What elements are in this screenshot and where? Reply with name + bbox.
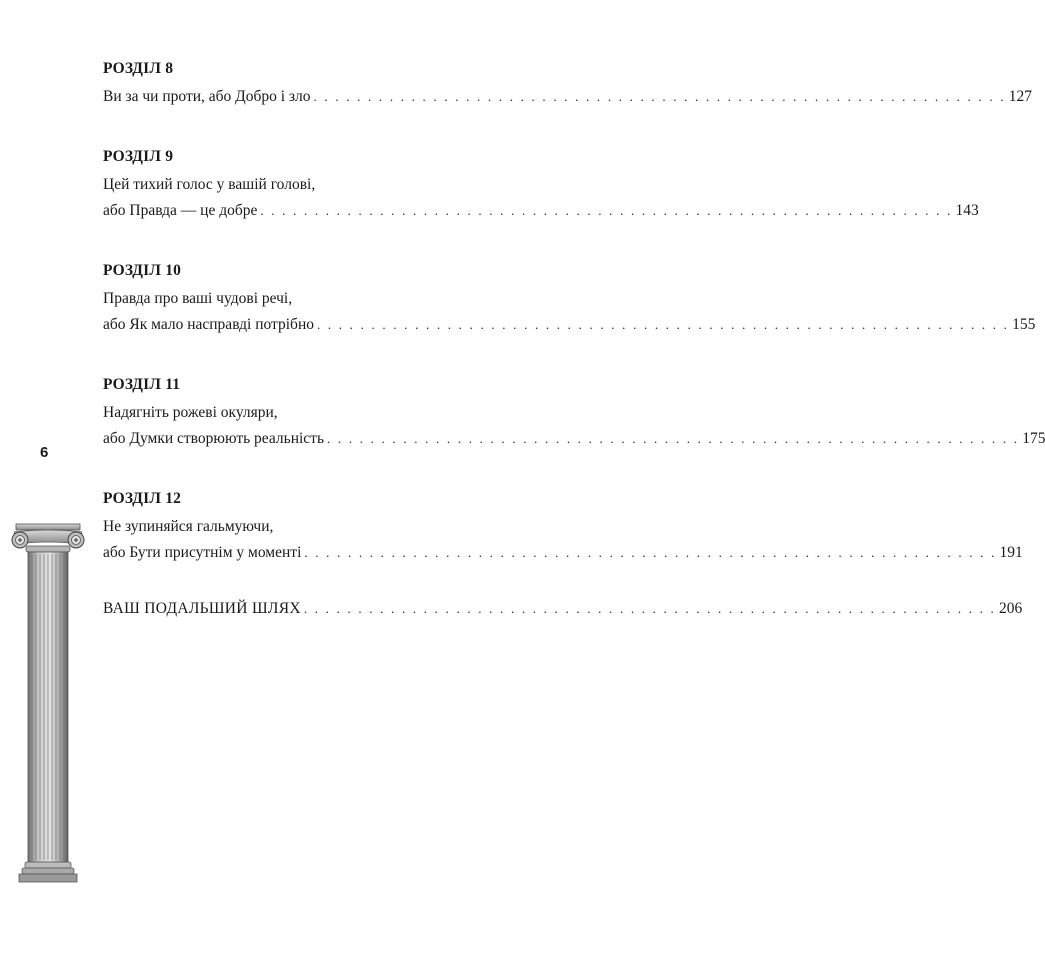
chapter-10: [103, 260, 1036, 338]
chapter-heading: РОЗДІЛ 8: [103, 60, 174, 77]
entry-title: Ви за чи проти, або Добро і зло: [103, 88, 311, 105]
entry-title: або Бути присутнім у моменті: [103, 544, 302, 561]
table-of-contents: [103, 58, 1045, 622]
dot-leader: . . . . . . . . . . . . . . . . . . . . . . . . . . . . . . . . . . . . . . . . . . . . . . . . . . . . . . . . . . . . . . . .: [313, 89, 1006, 104]
toc-entry[interactable]: [103, 540, 1023, 566]
dot-leader: . . . . . . . . . . . . . . . . . . . . . . . . . . . . . . . . . . . . . . . . . . . . . . . . . . . . . . . . . . . . . . . .: [260, 203, 953, 218]
chapter-heading: РОЗДІЛ 11: [103, 376, 181, 393]
entry-page-number: 191: [999, 544, 1023, 561]
entry-title: ВАШ ПОДАЛЬШИЙ ШЛЯХ: [103, 600, 301, 617]
entry-title-line: Правда про ваші чудові речі,: [103, 290, 293, 307]
entry-page-number: 127: [1008, 88, 1032, 105]
chapter-heading: РОЗДІЛ 9: [103, 148, 174, 165]
entry-title: або Думки створюють реальність: [103, 430, 325, 447]
entry-page-number: 155: [1012, 316, 1036, 333]
chapter-11: [103, 374, 1045, 452]
entry-title-line: Не зупиняйся гальмуючи,: [103, 518, 274, 535]
chapter-8: [103, 58, 1032, 110]
chapter-12: [103, 488, 1023, 566]
dot-leader: . . . . . . . . . . . . . . . . . . . . . . . . . . . . . . . . . . . . . . . . . . . . . . . . . . . . . . . . . . . . . . . .: [304, 545, 997, 560]
entry-page-number: 175: [1022, 430, 1045, 447]
dot-leader: . . . . . . . . . . . . . . . . . . . . . . . . . . . . . . . . . . . . . . . . . . . . . . . . . . . . . . . . . . . . . . . .: [316, 317, 1010, 332]
entry-title: або Правда — це добре: [103, 202, 258, 219]
chapter-heading: РОЗДІЛ 12: [103, 490, 182, 507]
ionic-column-icon: [10, 522, 86, 884]
dot-leader: . . . . . . . . . . . . . . . . . . . . . . . . . . . . . . . . . . . . . . . . . . . . . . . . . . . . . . . . . . . . . . . .: [327, 431, 1020, 446]
entry-title-line: Цей тихий голос у вашій голові,: [103, 176, 316, 193]
page-number: 6: [40, 444, 49, 461]
chapter-9: [103, 146, 979, 224]
entry-page-number: 206: [999, 600, 1023, 617]
entry-title: або Як мало насправді потрібно: [103, 316, 314, 333]
toc-entry[interactable]: [103, 312, 1036, 338]
toc-entry[interactable]: [103, 84, 1032, 110]
final-toc-entry[interactable]: [103, 596, 1023, 622]
chapter-heading: РОЗДІЛ 10: [103, 262, 182, 279]
entry-page-number: 143: [955, 202, 979, 219]
toc-entry[interactable]: [103, 198, 979, 224]
toc-entry[interactable]: [103, 426, 1045, 452]
dot-leader: . . . . . . . . . . . . . . . . . . . . . . . . . . . . . . . . . . . . . . . . . . . . . . . . . . . . . . . . . . . . . . . .: [303, 601, 996, 616]
entry-title-line: Надягніть рожеві окуляри,: [103, 404, 278, 421]
